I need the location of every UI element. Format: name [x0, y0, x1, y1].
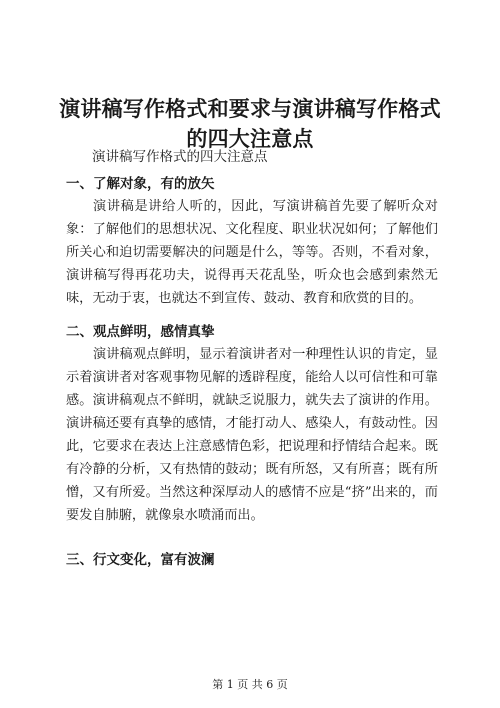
section-heading-2: 二、观点鲜明，感情真挚 [66, 324, 215, 340]
document-title: 演讲稿写作格式和要求与演讲稿写作格式的四大注意点 [59, 96, 441, 151]
page-footer: 第 1 页 共 6 页 [212, 678, 288, 691]
section-heading-3: 三、行文变化，富有波澜 [66, 552, 215, 568]
section-paragraph-1: 演讲稿是讲给人听的，因此，写演讲稿首先要了解听众对象：了解他们的思想状况、文化程度、职业状况如何；了解他们所关心和迫切需要解决的问题是什么，等等。否则，不看对象，演讲稿写得再花功夫，说得再天花乱坠，听众也会感到索然无味，无动于衷，也就达不到宣传、鼓动、教育和欣赏的目的。 [66, 199, 438, 306]
section-heading-1: 一、了解对象，有的放矢 [66, 176, 215, 192]
section-paragraph-2: 演讲稿观点鲜明，显示着演讲者对一种理性认识的肯定，显示着演讲者对客观事物见解的透辟程度，能给人以可信性和可靠感。演讲稿观点不鲜明，就缺乏说服力，就失去了演讲的作用。演讲稿还要有真挚的感情，才能打动人、感染人，有鼓动性。因此，它要求在表达上注意感情色彩，把说理和抒情结合起来。既有冷静的分析，又有热情的鼓动；既有所怒，又有所喜；既有所憎，又有所爱。当然这种深厚动人的感情不应是“挤”出来的，而要发自肺腑，就像泉水喷涌而出。 [66, 347, 438, 523]
document-subtitle: 演讲稿写作格式的四大注意点 [92, 149, 268, 165]
